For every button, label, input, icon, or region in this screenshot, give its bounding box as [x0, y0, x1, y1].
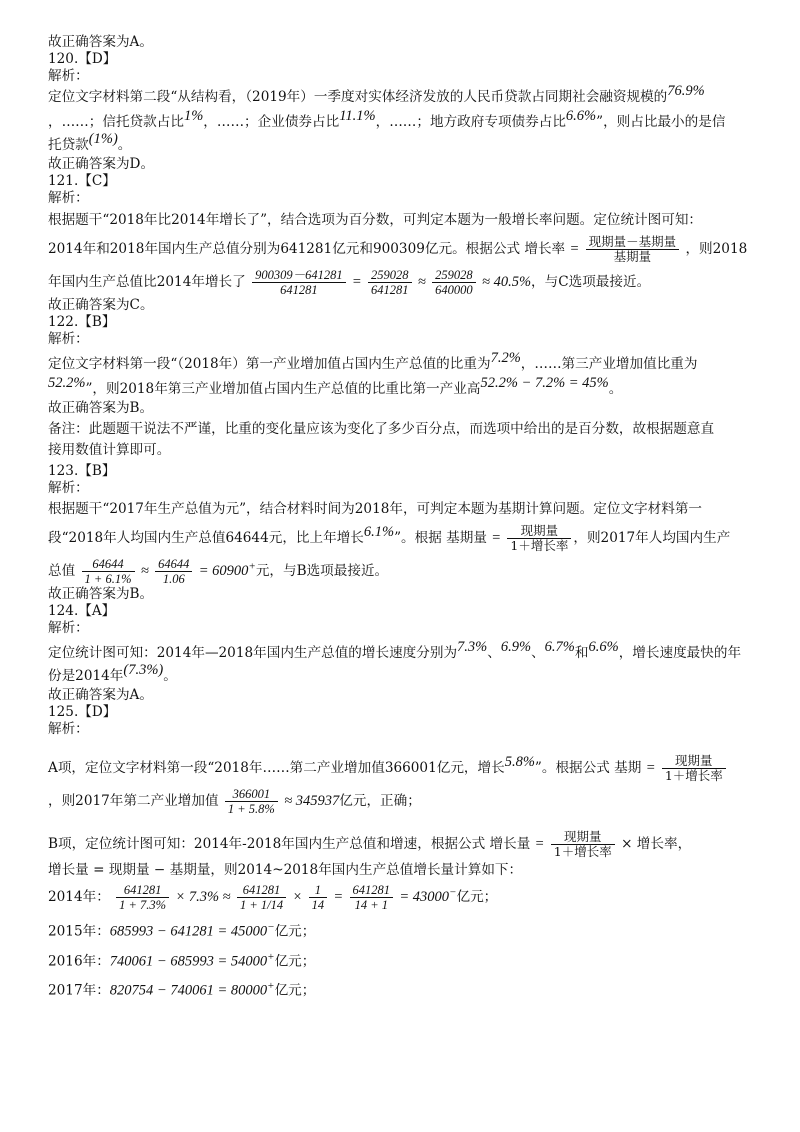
analysis-text-part: 元，与B选项最接近。 [255, 563, 389, 579]
fraction-denominator: 1 + 6.1% [84, 572, 132, 586]
analysis-text [48, 375, 768, 398]
percent-value: 1% [183, 108, 204, 124]
analysis-text [48, 83, 768, 106]
math-operator: = [333, 889, 344, 905]
analysis-text-part: 定位文字材料第二段“从结构看，（2019年）一季度对实体经济发放的人民币贷款占同期社会融资规模的 [48, 89, 668, 105]
fraction-denominator: 1＋增长率 [553, 844, 612, 859]
percent-value: (1%) [88, 131, 118, 147]
analysis-text-part: 、 [487, 645, 501, 661]
analysis-label: 解析： [48, 620, 89, 636]
fraction-numerator: 641281 [237, 883, 286, 898]
fraction-denominator: 640000 [435, 283, 473, 297]
fraction [586, 235, 680, 264]
analysis-text-part: ，……；信托贷款占比 [48, 114, 184, 130]
question-number: 124.【A】 [48, 603, 116, 619]
answer-line: 故正确答案为D。 [48, 156, 155, 172]
formula-term: 增长量 = 现期量 − 基期量 [48, 862, 211, 878]
percent-value: 6.6% [565, 108, 597, 124]
percent-value: 7.2% [490, 350, 521, 366]
analysis-text-part: ， [677, 836, 692, 852]
math-expression: 52.2% − 7.2% = 45% [480, 375, 609, 391]
fraction [368, 268, 412, 297]
unit-text: 亿元； [274, 982, 316, 999]
math-operator: ≈ [417, 274, 426, 290]
analysis-text-part: 和 [574, 645, 589, 661]
fraction-numerator: 641281 [350, 883, 394, 898]
math-result: = 60900 [198, 563, 249, 579]
percent-value: 11.1% [339, 108, 376, 124]
question-number: 123.【B】 [48, 463, 116, 479]
analysis-text [48, 108, 768, 131]
analysis-text [48, 862, 768, 879]
analysis-text-part: 段“2018年人均国内生产总值64644元，比上年增长 [48, 530, 364, 546]
answer-document [48, 34, 768, 1000]
year-label: 2017年： [48, 982, 110, 999]
year-label: 2016年： [48, 953, 110, 970]
analysis-text: 根据题干“2017年生产总值为元”，结合材料时间为2018年，可判定本题为基期计算问题。定位文字材料第一 [48, 501, 703, 517]
analysis-label: 解析： [48, 480, 89, 496]
calc-row-2016 [48, 949, 768, 971]
formula-term: × 增长率 [621, 836, 678, 852]
analysis-text-part: 年国内生产总值比2014年增长了 [48, 274, 246, 290]
math-expression: 820754 − 740061 = 80000 [109, 982, 268, 999]
fraction-denominator: 1 + 1/14 [239, 898, 284, 912]
fraction-numerator: 366001 [225, 787, 278, 802]
answer-line: 故正确答案为B。 [48, 400, 154, 416]
fraction-numerator: 现期量 [507, 524, 571, 539]
fraction-denominator: 1＋增长率 [664, 768, 723, 783]
fraction [309, 883, 328, 912]
math-expression: 685993 − 641281 = 45000 [109, 923, 268, 940]
formula-term: 增长率 [524, 241, 566, 257]
formula-term: 基期 [614, 760, 642, 776]
calc-row-2015 [48, 919, 768, 941]
percent-value: 6.1% [363, 524, 395, 540]
analysis-label: 解析： [48, 190, 89, 206]
fraction-denominator: 1 + 5.8% [227, 802, 275, 816]
answer-line: 故正确答案为A。 [48, 34, 153, 50]
percent-value: 6.9% [500, 639, 532, 655]
analysis-text [48, 268, 768, 297]
note-text: 备注：此题题干说法不严谨，比重的变化量应该为变化了多少百分点，而选项中给出的是百分数，故根据题意直 [48, 421, 715, 437]
math-result: ≈ 345937 [284, 793, 340, 809]
analysis-text [48, 639, 768, 662]
fraction-denominator: 基期量 [613, 249, 652, 264]
analysis-text-part: ，则2018 [685, 241, 748, 257]
note-text: 接用数值计算即可。 [48, 442, 171, 458]
fraction-denominator: 1＋增长率 [510, 538, 569, 553]
math-operator: × 7.3% ≈ [175, 889, 231, 905]
fraction-numerator: 现期量 [551, 830, 615, 845]
percent-value: 76.9% [667, 83, 705, 99]
analysis-label: 解析： [48, 68, 89, 84]
unit-text: 亿元； [456, 889, 498, 905]
fraction-numerator: 1 [309, 883, 328, 898]
fraction-denominator: 641281 [371, 283, 409, 297]
analysis-text-part: ”，则2018年第三产业增加值占国内生产总值的比重比第一产业高 [85, 381, 481, 397]
question-number: 121.【C】 [48, 173, 116, 189]
fraction-denominator: 14 [311, 898, 325, 912]
unit-text: 亿元； [274, 923, 316, 940]
percent-value: 6.6% [588, 639, 619, 655]
analysis-text [48, 524, 768, 553]
analysis-text [48, 350, 768, 373]
math-operator: × [292, 889, 303, 905]
fraction [350, 883, 394, 912]
analysis-text-part: 。 [608, 381, 623, 397]
fraction [507, 524, 571, 553]
fraction [551, 830, 615, 859]
analysis-text-part: 总值 [48, 563, 76, 579]
fraction-numerator: 259028 [368, 268, 412, 283]
superscript: + [267, 950, 275, 963]
analysis-text-part: ，增长速度最快的年 [618, 645, 742, 661]
superscript: + [267, 980, 275, 993]
analysis-text-part: ，……；地方政府专项债券占比 [375, 114, 566, 130]
analysis-text [48, 557, 768, 586]
fraction [432, 268, 476, 297]
percent-value: (7.3%) [123, 662, 164, 678]
fraction-numerator: 现期量 [662, 754, 726, 769]
analysis-text [48, 131, 768, 154]
analysis-text-part: 。 [163, 668, 177, 684]
fraction [237, 883, 286, 912]
analysis-text-part: 亿元，正确； [339, 793, 421, 809]
analysis-text-part: ”，则占比最小的是信 [596, 114, 726, 130]
fraction-numerator: 64644 [155, 557, 192, 572]
analysis-text-part: 。 [117, 137, 132, 153]
fraction [155, 557, 192, 586]
analysis-text [48, 830, 768, 859]
calc-row-2014 [48, 883, 768, 912]
fraction [116, 883, 169, 912]
formula-term: 增长量 [489, 836, 531, 852]
analysis-text [48, 754, 768, 783]
analysis-text [48, 662, 768, 685]
percent-value: 7.3% [457, 639, 488, 655]
math-result: = 43000 [399, 889, 450, 905]
formula-term: 基期量 [446, 530, 487, 546]
math-operator: = [491, 530, 502, 546]
math-operator: = [569, 241, 580, 257]
analysis-text-part: 托贷款 [48, 137, 89, 153]
calc-row-2017 [48, 978, 768, 1000]
superscript: − [267, 921, 275, 933]
fraction [252, 268, 346, 297]
percent-value: 5.8% [504, 754, 535, 770]
analysis-text-part: ，则2017年第二产业增加值 [48, 793, 219, 809]
fraction [662, 754, 726, 783]
analysis-text-part: 定位文字材料第一段“（2018年）第一产业增加值占国内生产总值的比重为 [48, 356, 491, 372]
math-operator: ≈ [140, 563, 149, 579]
question-number: 120.【D】 [48, 51, 117, 67]
unit-text: 亿元； [274, 953, 316, 970]
fraction-numerator: 64644 [82, 557, 135, 572]
analysis-label: 解析： [48, 331, 89, 347]
math-result: ≈ 40.5% [481, 274, 532, 290]
analysis-label: 解析： [48, 721, 89, 737]
fraction-denominator: 1.06 [162, 572, 185, 586]
math-expression: 740061 − 685993 = 54000 [109, 953, 268, 970]
analysis-text [48, 235, 768, 264]
superscript: − [449, 886, 457, 899]
fraction-numerator: 900309－641281 [252, 268, 346, 283]
math-operator: = [534, 836, 545, 852]
math-operator: = [351, 274, 362, 290]
percent-value: 52.2% [48, 375, 86, 391]
analysis-text-part: 、 [531, 645, 545, 661]
analysis-text-part: 2014年和2018年国内生产总值分别为641281亿元和900309亿元。根据公式 [48, 241, 521, 257]
fraction-numerator: 641281 [116, 883, 169, 898]
fraction-denominator: 14 + 1 [354, 898, 389, 912]
answer-line: 故正确答案为C。 [48, 297, 154, 313]
question-number: 125.【D】 [48, 704, 117, 720]
fraction-denominator: 641281 [280, 283, 318, 297]
analysis-text-part: ，……第三产业增加值比重为 [520, 356, 698, 372]
fraction-denominator: 1 + 7.3% [119, 898, 167, 912]
math-operator: = [645, 760, 656, 776]
analysis-text-part: B项，定位统计图可知：2014年-2018年国内生产总值和增速，根据公式 [48, 836, 486, 852]
fraction [225, 787, 278, 816]
analysis-text: 根据题干“2018年比2014年增长了”，结合选项为百分数，可判定本题为一般增长率问题。定位统计图可知： [48, 212, 703, 228]
analysis-text-part: ，则2014~2018年国内生产总值增长量计算如下： [210, 862, 523, 878]
question-number: 122.【B】 [48, 314, 116, 330]
year-label: 2015年： [48, 923, 110, 940]
superscript: + [248, 560, 256, 573]
answer-line: 故正确答案为B。 [48, 586, 154, 602]
analysis-text-part: 份是2014年 [48, 668, 124, 684]
analysis-text-part: 定位统计图可知：2014年—2018年国内生产总值的增长速度分别为 [48, 645, 458, 661]
fraction-numerator: 现期量－基期量 [586, 235, 680, 250]
answer-line: 故正确答案为A。 [48, 687, 153, 703]
fraction-numerator: 259028 [432, 268, 476, 283]
percent-value: 6.7% [544, 639, 575, 655]
analysis-text-part: ，则2017年人均国内生产 [573, 530, 731, 546]
year-label: 2014年： [48, 889, 110, 905]
analysis-text-part: A项，定位文字材料第一段“2018年……第二产业增加值366001亿元，增长 [48, 760, 505, 776]
analysis-text-part: ”。根据公式 [534, 760, 610, 776]
analysis-text [48, 787, 768, 816]
analysis-text-part: ，与C选项最接近。 [531, 274, 651, 290]
fraction [82, 557, 135, 586]
analysis-text-part: ，……；企业债券占比 [203, 114, 340, 130]
analysis-text-part: ”。根据 [394, 530, 442, 546]
